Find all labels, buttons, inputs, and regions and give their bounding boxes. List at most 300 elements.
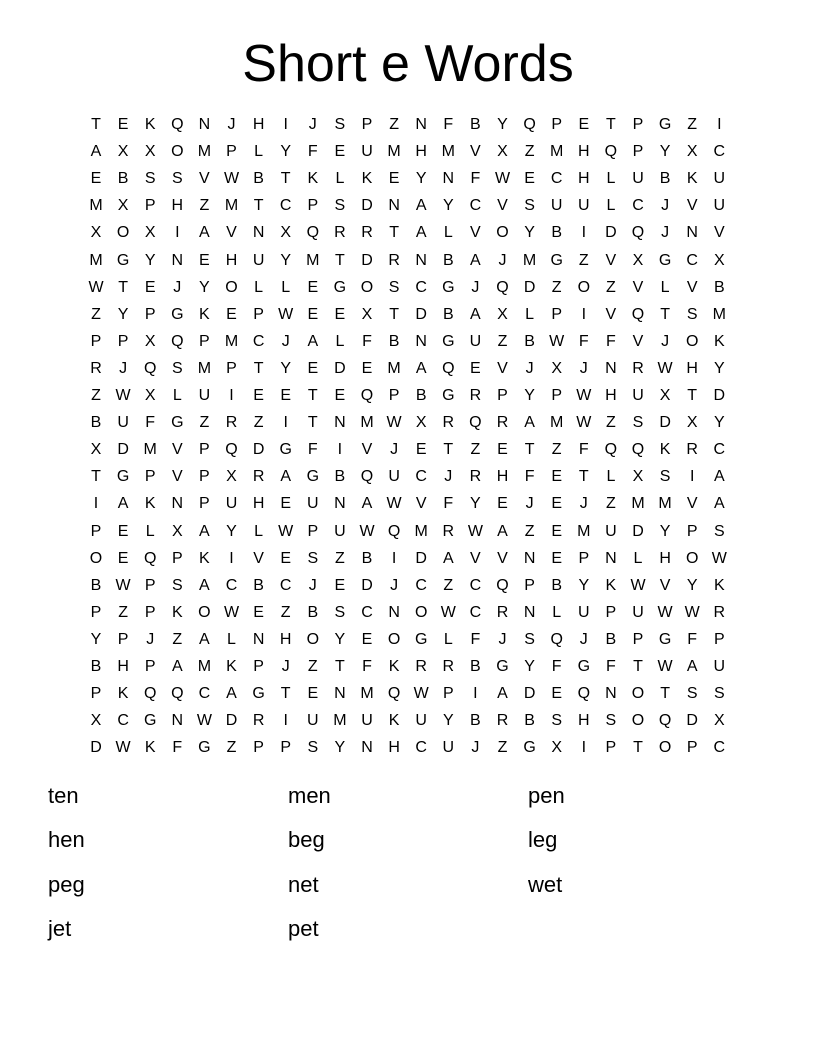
grid-letter: G	[333, 278, 347, 296]
grid-letter: O	[360, 278, 374, 296]
grid-letter: V	[497, 549, 508, 567]
grid-letter: J	[579, 630, 588, 648]
grid-letter: D	[361, 576, 373, 594]
grid-letter: S	[171, 359, 183, 377]
grid-letter: H	[578, 712, 590, 730]
grid-letter: W	[657, 359, 673, 377]
grid-letter: C	[252, 332, 265, 350]
grid-letter: O	[685, 332, 699, 350]
grid-letter: G	[442, 387, 455, 404]
grid-letter: Y	[117, 305, 129, 323]
grid-letter: W	[657, 603, 673, 621]
grid-letter: G	[442, 332, 455, 350]
grid-letter: X	[497, 305, 508, 323]
grid-letter: P	[632, 116, 644, 133]
grid-letter: Y	[686, 576, 698, 594]
grid-letter: S	[171, 576, 183, 594]
grid-letter: B	[524, 712, 535, 730]
word-list-item: wet	[528, 872, 563, 897]
grid-letter: J	[525, 359, 534, 377]
grid-letter: F	[578, 332, 589, 350]
grid-letter: Q	[442, 359, 455, 377]
grid-letter: A	[497, 522, 508, 540]
grid-letter: F	[470, 170, 481, 188]
grid-letter: A	[686, 658, 698, 675]
grid-letter: Y	[659, 522, 671, 540]
grid-letter: M	[522, 251, 537, 269]
grid-letter: A	[199, 522, 210, 540]
grid-letter: S	[713, 685, 725, 703]
grid-letter: N	[415, 332, 427, 350]
grid-letter: B	[307, 603, 319, 621]
grid-letter: T	[389, 224, 399, 242]
grid-letter: O	[631, 685, 645, 703]
grid-letter: R	[442, 658, 455, 675]
grid-letter: G	[143, 712, 157, 730]
grid-letter: K	[199, 305, 210, 323]
grid-letter: O	[414, 603, 428, 621]
grid-letter: F	[606, 332, 616, 350]
grid-letter: W	[223, 170, 240, 188]
grid-letter: Y	[659, 143, 671, 161]
grid-letter: B	[90, 576, 102, 594]
grid-letter: Y	[470, 495, 481, 513]
grid-letter: H	[252, 495, 265, 513]
grid-letter: U	[713, 658, 726, 675]
grid-letter: Y	[524, 224, 535, 242]
grid-letter: U	[361, 143, 373, 161]
grid-letter: W	[684, 603, 700, 621]
grid-letter: J	[525, 495, 534, 513]
grid-letter: N	[605, 685, 617, 703]
grid-letter: I	[229, 549, 234, 567]
grid-letter: V	[171, 441, 183, 459]
grid-letter: Z	[578, 251, 589, 269]
grid-letter: L	[172, 387, 182, 404]
grid-letter: M	[387, 359, 401, 377]
grid-letter: F	[524, 468, 535, 486]
grid-letter: D	[415, 549, 427, 567]
grid-letter: I	[229, 387, 234, 404]
grid-letter: W	[278, 305, 294, 323]
grid-letter: M	[224, 332, 239, 350]
grid-letter: C	[117, 712, 129, 730]
grid-letter: B	[361, 549, 373, 567]
grid-letter: W	[115, 576, 131, 594]
grid-letter: S	[551, 712, 563, 730]
grid-letter: E	[280, 495, 292, 513]
grid-letter: T	[307, 387, 318, 404]
grid-letter: O	[306, 630, 320, 648]
grid-letter: M	[658, 495, 672, 513]
grid-letter: O	[171, 143, 184, 161]
grid-letter: H	[686, 359, 698, 377]
grid-letter: X	[144, 143, 156, 161]
grid-letter: Y	[713, 414, 725, 432]
grid-letter: A	[361, 495, 373, 513]
grid-letter: I	[581, 305, 587, 323]
grid-letter: M	[414, 522, 428, 540]
grid-letter: I	[175, 224, 180, 242]
grid-letter: T	[335, 251, 345, 269]
grid-letter: G	[658, 630, 672, 648]
grid-letter: B	[253, 576, 264, 594]
grid-letter: R	[225, 414, 238, 432]
grid-letter: C	[469, 603, 482, 621]
grid-letter: F	[307, 143, 318, 161]
grid-letter: Y	[578, 576, 590, 594]
grid-letter: P	[144, 603, 156, 621]
grid-letter: Z	[172, 630, 183, 648]
grid-letter: Y	[280, 143, 292, 161]
grid-letter: C	[713, 441, 726, 459]
grid-letter: Y	[442, 712, 454, 730]
grid-letter: E	[199, 251, 210, 269]
grid-letter: N	[252, 224, 265, 242]
grid-letter: Z	[226, 739, 237, 757]
grid-letter: X	[90, 441, 102, 459]
grid-letter: K	[171, 603, 183, 621]
grid-letter: T	[335, 658, 345, 675]
grid-letter: X	[713, 712, 725, 730]
grid-letter: Z	[389, 116, 399, 133]
grid-letter: Q	[171, 685, 184, 703]
grid-letter: V	[659, 576, 671, 594]
grid-letter: E	[415, 441, 427, 459]
grid-letter: E	[307, 278, 319, 296]
grid-letter: G	[171, 305, 184, 323]
grid-letter: I	[391, 549, 397, 567]
grid-letter: V	[497, 197, 508, 215]
grid-letter: B	[334, 468, 346, 486]
grid-letter: D	[361, 197, 373, 215]
grid-letter: Z	[307, 658, 318, 675]
grid-letter: T	[118, 278, 128, 296]
grid-letter: M	[712, 305, 726, 323]
grid-letter: V	[199, 170, 210, 188]
grid-letter: L	[335, 332, 345, 350]
grid-letter: Q	[523, 116, 536, 133]
grid-letter: Z	[253, 414, 264, 432]
grid-letter: B	[470, 712, 481, 730]
grid-letter: Q	[387, 522, 401, 540]
grid-letter: T	[633, 658, 643, 675]
grid-letter: Z	[524, 522, 535, 540]
grid-letter: E	[551, 522, 563, 540]
grid-letter: B	[551, 576, 563, 594]
grid-letter: Q	[631, 305, 645, 323]
grid-letter: W	[278, 522, 294, 540]
grid-letter: I	[337, 441, 343, 459]
grid-letter: R	[388, 251, 400, 269]
grid-letter: D	[117, 441, 129, 459]
grid-letter: M	[224, 197, 239, 215]
grid-letter: R	[469, 387, 482, 404]
grid-letter: T	[307, 414, 318, 432]
grid-letter: C	[279, 576, 292, 594]
grid-letter: A	[199, 576, 210, 594]
grid-letter: Y	[334, 739, 346, 757]
grid-letter: R	[442, 414, 455, 432]
grid-letter: H	[578, 143, 590, 161]
grid-letter: Z	[91, 305, 101, 323]
grid-letter: J	[119, 359, 128, 377]
grid-letter: K	[659, 441, 671, 459]
grid-letter: B	[470, 116, 481, 133]
grid-letter: E	[551, 468, 563, 486]
grid-letter: E	[307, 685, 319, 703]
grid-letter: T	[578, 468, 589, 486]
grid-letter: N	[252, 630, 265, 648]
grid-letter: V	[605, 251, 617, 269]
grid-letter: Z	[551, 278, 562, 296]
grid-letter: U	[307, 712, 319, 730]
grid-letter: E	[524, 170, 535, 188]
grid-letter: X	[361, 305, 373, 323]
grid-letter: Z	[91, 387, 101, 404]
grid-letter: S	[388, 278, 400, 296]
grid-letter: A	[713, 468, 725, 486]
grid-letter: E	[280, 387, 292, 404]
grid-letter: B	[388, 332, 400, 350]
grid-letter: M	[360, 414, 374, 432]
grid-letter: X	[90, 712, 102, 730]
grid-letter: R	[469, 468, 482, 486]
grid-letter: C	[225, 576, 238, 594]
grid-letter: P	[171, 549, 183, 567]
grid-letter: A	[524, 414, 535, 432]
grid-letter: R	[415, 658, 427, 675]
grid-letter: P	[713, 630, 725, 648]
grid-letter: X	[226, 468, 237, 486]
grid-letter: R	[252, 468, 265, 486]
grid-letter: F	[578, 441, 589, 459]
grid-letter: U	[198, 387, 211, 404]
grid-letter: Q	[496, 278, 509, 296]
grid-letter: O	[198, 603, 211, 621]
grid-letter: S	[307, 549, 319, 567]
grid-letter: U	[632, 603, 644, 621]
grid-letter: J	[444, 468, 453, 486]
grid-letter: W	[630, 576, 646, 594]
grid-letter: Z	[606, 278, 616, 296]
grid-letter: C	[361, 603, 373, 621]
grid-letter: U	[578, 197, 590, 215]
grid-letter: N	[605, 359, 617, 377]
grid-letter: O	[116, 224, 130, 242]
grid-letter: X	[415, 414, 427, 432]
grid-letter: I	[581, 224, 587, 242]
grid-letter: E	[307, 359, 319, 377]
grid-letter: W	[576, 414, 592, 432]
grid-letter: N	[415, 251, 427, 269]
grid-letter: J	[390, 441, 399, 459]
grid-letter: N	[523, 603, 536, 621]
grid-letter: L	[254, 278, 264, 296]
grid-letter: P	[144, 576, 156, 594]
grid-letter: K	[388, 658, 400, 675]
grid-letter: G	[116, 468, 130, 486]
grid-letter: K	[144, 116, 156, 133]
grid-letter: V	[226, 224, 237, 242]
grid-letter: Z	[199, 197, 210, 215]
grid-letter: S	[171, 170, 183, 188]
grid-letter: Y	[442, 197, 454, 215]
grid-letter: R	[496, 414, 509, 432]
grid-letter: X	[632, 251, 644, 269]
grid-letter: P	[686, 522, 698, 540]
grid-letter: X	[280, 224, 292, 242]
grid-letter: A	[470, 305, 481, 323]
grid-letter: D	[686, 712, 698, 730]
grid-letter: J	[281, 332, 290, 350]
grid-letter: C	[279, 197, 292, 215]
grid-letter: E	[117, 549, 129, 567]
grid-letter: A	[171, 658, 183, 675]
grid-letter: Q	[577, 685, 591, 703]
grid-letter: L	[552, 603, 562, 621]
grid-letter: U	[713, 170, 726, 188]
grid-letter: Z	[280, 603, 291, 621]
grid-letter: K	[686, 170, 698, 188]
grid-letter: I	[283, 116, 288, 133]
grid-letter: F	[362, 658, 372, 675]
grid-letter: K	[226, 658, 237, 675]
grid-letter: B	[415, 387, 427, 404]
grid-letter: P	[199, 495, 210, 513]
grid-letter: S	[334, 603, 346, 621]
grid-letter: Q	[143, 359, 157, 377]
grid-letter: F	[172, 739, 183, 757]
grid-letter: M	[143, 441, 157, 459]
grid-letter: N	[198, 116, 211, 133]
grid-letter: W	[413, 685, 429, 703]
grid-letter: X	[171, 522, 183, 540]
word-list-item: leg	[528, 827, 558, 852]
grid-letter: P	[307, 522, 319, 540]
grid-letter: A	[90, 143, 102, 161]
grid-letter: M	[550, 414, 564, 432]
word-list-item: beg	[288, 827, 325, 852]
grid-letter: S	[334, 197, 346, 215]
grid-letter: E	[90, 170, 102, 188]
grid-letter: X	[632, 468, 644, 486]
grid-letter: Y	[280, 251, 292, 269]
grid-letter: O	[631, 712, 645, 730]
grid-letter: R	[442, 522, 455, 540]
grid-letter: M	[360, 685, 374, 703]
grid-letter: X	[117, 197, 129, 215]
word-list-item: hen	[48, 827, 85, 852]
grid-letter: Z	[687, 116, 698, 133]
grid-letter: K	[713, 576, 725, 594]
grid-letter: U	[469, 332, 482, 350]
grid-letter: C	[550, 170, 563, 188]
grid-letter: P	[117, 332, 129, 350]
grid-letter: V	[605, 305, 617, 323]
grid-letter: M	[197, 143, 212, 161]
grid-letter: K	[713, 332, 725, 350]
grid-letter: Z	[524, 143, 535, 161]
grid-letter: P	[144, 305, 156, 323]
word-list-item: net	[288, 872, 319, 897]
grid-letter: Y	[415, 170, 427, 188]
grid-letter: T	[633, 739, 643, 757]
grid-letter: U	[632, 170, 644, 188]
grid-letter: Q	[496, 576, 509, 594]
grid-letter: A	[415, 359, 427, 377]
grid-letter: R	[632, 359, 644, 377]
grid-letter: U	[388, 468, 400, 486]
grid-letter: P	[578, 549, 590, 567]
grid-letter: I	[717, 116, 722, 133]
grid-letter: A	[199, 224, 210, 242]
grid-letter: G	[116, 251, 130, 269]
grid-letter: U	[225, 495, 238, 513]
grid-letter: O	[685, 549, 699, 567]
grid-letter: N	[605, 549, 617, 567]
grid-letter: Z	[606, 495, 616, 513]
grid-letter: M	[197, 359, 212, 377]
grid-letter: J	[471, 278, 480, 296]
grid-letter: K	[388, 712, 400, 730]
grid-letter: R	[252, 712, 265, 730]
grid-letter: T	[253, 197, 264, 215]
grid-letter: L	[606, 170, 616, 188]
grid-letter: P	[253, 658, 264, 675]
grid-letter: H	[117, 658, 129, 675]
grid-letter: E	[144, 278, 156, 296]
grid-letter: T	[524, 441, 535, 459]
grid-letter: X	[686, 143, 698, 161]
grid-letter: W	[115, 739, 131, 757]
grid-letter: X	[90, 224, 102, 242]
grid-letter: Z	[497, 332, 508, 350]
grid-letter: A	[470, 251, 481, 269]
word-list-item: ten	[48, 783, 79, 808]
grid-letter: A	[497, 685, 508, 703]
grid-letter: V	[171, 468, 183, 486]
grid-letter: N	[334, 414, 346, 432]
grid-letter: L	[335, 170, 345, 188]
grid-letter: J	[498, 630, 507, 648]
grid-letter: V	[361, 441, 373, 459]
grid-letter: P	[144, 468, 156, 486]
grid-letter: W	[549, 332, 565, 350]
grid-letter: L	[145, 522, 155, 540]
grid-letter: U	[605, 522, 617, 540]
grid-letter: K	[144, 739, 156, 757]
grid-letter: H	[388, 739, 400, 757]
grid-letter: U	[415, 712, 427, 730]
grid-letter: L	[254, 522, 264, 540]
grid-letter: B	[551, 224, 563, 242]
grid-letter: Y	[226, 522, 237, 540]
grid-letter: E	[578, 116, 590, 133]
grid-letter: P	[442, 685, 454, 703]
grid-letter: B	[470, 658, 481, 675]
grid-letter: O	[577, 278, 591, 296]
grid-letter: O	[387, 630, 401, 648]
puzzle-title: Short e Words	[242, 35, 574, 93]
grid-letter: F	[443, 495, 454, 513]
grid-letter: M	[89, 197, 103, 215]
grid-letter: S	[686, 685, 698, 703]
grid-letter: F	[470, 630, 481, 648]
grid-letter: S	[524, 197, 535, 215]
grid-letter: T	[253, 359, 264, 377]
grid-letter: Q	[658, 712, 672, 730]
